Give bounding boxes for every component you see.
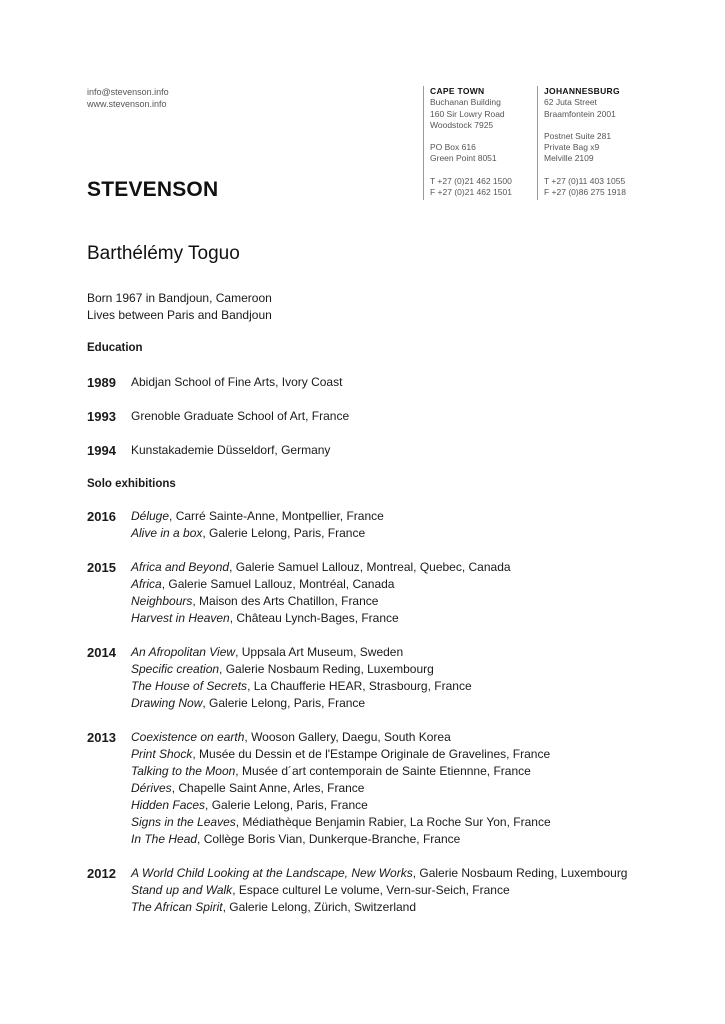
- office-line: Private Bag x9: [544, 142, 600, 153]
- office-gap: [544, 120, 654, 131]
- entry-title: Harvest in Heaven: [131, 611, 230, 625]
- office-line: F +27 (0)86 275 1918: [544, 187, 626, 198]
- website-link[interactable]: www.stevenson.info: [87, 99, 167, 109]
- entry-title: The African Spirit: [131, 900, 223, 914]
- entry-detail: , Musée du Dessin et de l'Estampe Originale de Gravelines, France: [192, 747, 551, 761]
- entry-detail: Abidjan School of Fine Arts, Ivory Coast: [131, 375, 343, 389]
- entry-line: [131, 831, 707, 848]
- office-line: F +27 (0)21 462 1501: [430, 187, 512, 198]
- education-entry: [87, 374, 707, 391]
- education-entry: [87, 442, 707, 459]
- office-city: CAPE TOWN: [430, 86, 485, 96]
- entry-detail: , Galerie Lelong, Zürich, Switzerland: [222, 900, 417, 914]
- office-line: Melville 2109: [544, 153, 594, 164]
- office-gap: [544, 165, 654, 176]
- entry-year: 1989: [87, 375, 116, 390]
- entry-detail: , La Chaufferie HEAR, Strasbourg, France: [247, 679, 472, 693]
- office-line: T +27 (0)21 462 1500: [430, 175, 512, 186]
- entry-line: [131, 661, 707, 678]
- entry-title: A World Child Looking at the Landscape, New Works: [131, 866, 413, 880]
- office-line: 62 Juta Street: [544, 97, 597, 108]
- entry-line: [131, 780, 707, 797]
- entry-detail: , Château Lynch-Bages, France: [229, 611, 399, 625]
- entry-year: 1994: [87, 443, 116, 458]
- entry-line: [131, 695, 707, 712]
- entry-title: The House of Secrets: [131, 679, 248, 693]
- bio-lives: Lives between Paris and Bandjoun: [87, 308, 272, 322]
- entry-detail: , Carré Sainte-Anne, Montpellier, France: [169, 509, 384, 523]
- entry-title: Alive in a box: [131, 526, 203, 540]
- entry-detail: , Musée d´art contemporain de Sainte Etiennne, France: [235, 764, 531, 778]
- entry-year: 2016: [87, 509, 116, 524]
- entry-detail: , Maison des Arts Chatillon, France: [192, 594, 379, 608]
- entry-line: [131, 746, 707, 763]
- entry-line: [131, 865, 707, 882]
- entry-title: Dérives: [131, 781, 172, 795]
- entry-title: In The Head: [131, 832, 198, 846]
- entry-detail: , Galerie Nosbaum Reding, Luxembourg: [412, 866, 628, 880]
- solo-exhibitions-heading: Solo exhibitions: [87, 478, 176, 490]
- entry-title: Neighbours: [131, 594, 193, 608]
- entry-year: 2015: [87, 560, 116, 575]
- entry-year: 2014: [87, 645, 116, 660]
- entry-detail: , Galerie Lelong, Paris, France: [202, 696, 366, 710]
- entry-title: Stand up and Walk: [131, 883, 233, 897]
- solo-entry: [87, 644, 707, 712]
- entry-year: 2013: [87, 730, 116, 745]
- solo-entry: [87, 559, 707, 627]
- entry-title: Print Shock: [131, 747, 193, 761]
- entry-title: Déluge: [131, 509, 170, 523]
- bio: [87, 290, 272, 324]
- office-johannesburg: [537, 86, 654, 200]
- entry-title: Talking to the Moon: [131, 764, 236, 778]
- entry-line: [131, 408, 707, 425]
- bio-born: Born 1967 in Bandjoun, Cameroon: [87, 291, 272, 305]
- entry-line: [131, 525, 707, 542]
- entry-title: Specific creation: [131, 662, 220, 676]
- entry-detail: , Espace culturel Le volume, Vern-sur-Seich, France: [232, 883, 510, 897]
- office-line: Postnet Suite 281: [544, 130, 612, 141]
- office-line: Buchanan Building: [430, 97, 501, 108]
- office-line: 160 Sir Lowry Road: [430, 108, 505, 119]
- entry-title: Coexistence on earth: [131, 730, 245, 744]
- email-link[interactable]: info@stevenson.info: [87, 87, 169, 97]
- entry-line: [131, 797, 707, 814]
- entry-detail: , Galerie Samuel Lallouz, Montreal, Quebec, Canada: [229, 560, 511, 574]
- office-gap: [430, 131, 526, 142]
- entry-detail: , Uppsala Art Museum, Sweden: [235, 645, 404, 659]
- office-gap: [430, 165, 526, 176]
- entry-detail: , Galerie Samuel Lallouz, Montréal, Canada: [161, 577, 395, 591]
- entry-detail: Kunstakademie Düsseldorf, Germany: [131, 443, 331, 457]
- entry-line: [131, 593, 707, 610]
- entry-detail: , Galerie Nosbaum Reding, Luxembourg: [219, 662, 434, 676]
- solo-entry: [87, 729, 707, 848]
- solo-entry: [87, 508, 707, 542]
- education-entry: [87, 408, 707, 425]
- entry-line: [131, 374, 707, 391]
- office-line: PO Box 616: [430, 142, 476, 153]
- entry-line: [131, 559, 707, 576]
- entry-line: [131, 882, 707, 899]
- education-heading: Education: [87, 342, 143, 354]
- entry-line: [131, 763, 707, 780]
- office-city: JOHANNESBURG: [544, 86, 620, 96]
- entry-line: [131, 729, 707, 746]
- entry-detail: , Collège Boris Vian, Dunkerque-Branche, France: [197, 832, 461, 846]
- contact-block: [87, 86, 169, 110]
- entry-line: [131, 678, 707, 695]
- entry-detail: , Galerie Lelong, Paris, France: [205, 798, 368, 812]
- brand-logo: STEVENSON: [87, 178, 219, 201]
- entry-line: [131, 814, 707, 831]
- entry-detail: , Chapelle Saint Anne, Arles, France: [171, 781, 365, 795]
- entry-line: [131, 442, 707, 459]
- entry-detail: , Médiathèque Benjamin Rabier, La Roche Sur Yon, France: [235, 815, 551, 829]
- office-line: Green Point 8051: [430, 153, 497, 164]
- entry-detail: Grenoble Graduate School of Art, France: [131, 409, 350, 423]
- entry-detail: , Wooson Gallery, Daegu, South Korea: [244, 730, 451, 744]
- office-cape-town: [423, 86, 526, 200]
- solo-entry: [87, 865, 707, 916]
- entry-title: Hidden Faces: [131, 798, 206, 812]
- artist-name: Barthélémy Toguo: [87, 243, 240, 264]
- office-line: Woodstock 7925: [430, 119, 494, 130]
- entry-line: [131, 576, 707, 593]
- entry-line: [131, 610, 707, 627]
- entry-title: Africa: [131, 577, 162, 591]
- entry-title: Drawing Now: [131, 696, 203, 710]
- entry-line: [131, 508, 707, 525]
- entry-title: Africa and Beyond: [131, 560, 230, 574]
- office-line: T +27 (0)11 403 1055: [544, 175, 626, 186]
- office-line: Braamfontein 2001: [544, 108, 616, 119]
- entry-title: An Afropolitan View: [131, 645, 236, 659]
- entry-title: Signs in the Leaves: [131, 815, 236, 829]
- entry-detail: , Galerie Lelong, Paris, France: [202, 526, 366, 540]
- entry-line: [131, 644, 707, 661]
- entry-year: 2012: [87, 866, 116, 881]
- entry-line: [131, 899, 707, 916]
- entry-year: 1993: [87, 409, 116, 424]
